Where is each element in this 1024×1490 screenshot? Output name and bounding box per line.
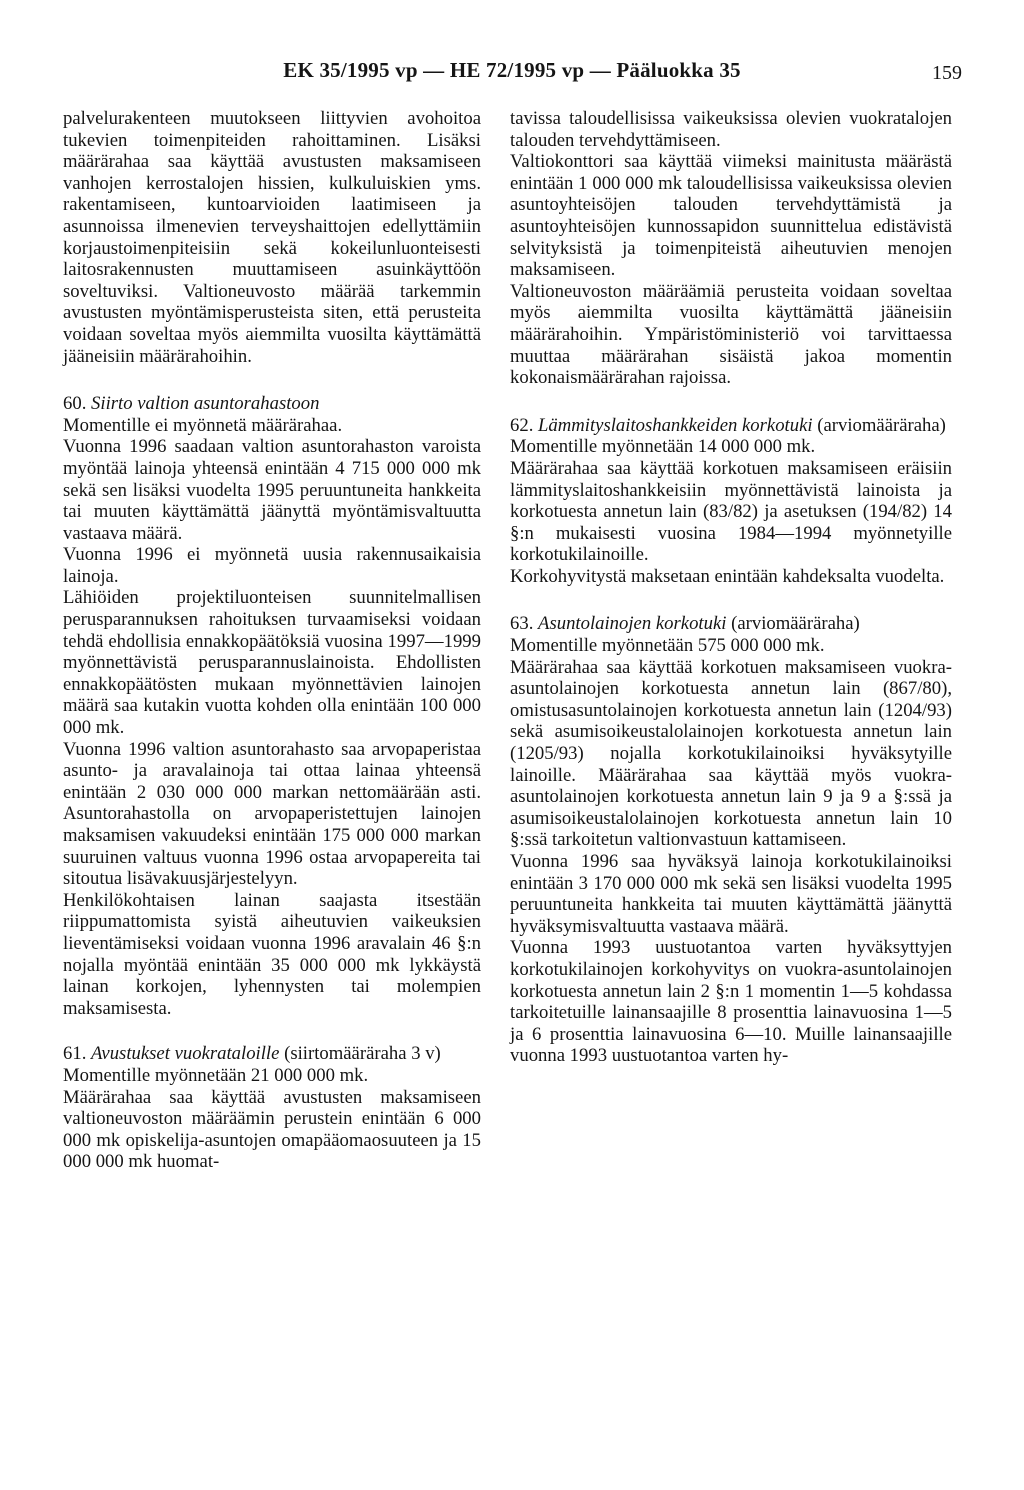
paragraph: palvelurakenteen muutokseen liittyvien avohoitoa tukevien toimenpiteiden rahoittaminen. Lisäksi määrärahaa saa käyttää avustusten maksamiseen vanhojen kerrostalojen hissien, kulkuluiskien yms. rakentamiseen, kuntoarvioiden laatimiseen ja asunnoissa ilmenevien terveyshaittojen edellyttämiin korjaustoimenpiteisiin sekä kokeilunluonteisesti laitosrakennusten muuttamiseen asuinkäyttöön soveltuviksi. Valtioneuvosto määrää tarkemmin avustusten myöntämisperusteista siten, että perusteita voidaan soveltaa myös aiemmilta vuosilta käyttämättä jääneisiin määrärahoihin.	[63, 108, 481, 367]
page-number: 159	[932, 62, 962, 84]
paragraph: Määrärahaa saa käyttää korkotuen maksamiseen vuokra-asuntolainojen korkotuesta annetun lain (867/80), omistusasuntolainojen korkotuesta annetun lain (1204/93) sekä asumisoikeustalolainojen korkotuesta annetun lain (1205/93) nojalla korkotukilainoiksi hyväksytyille lainoille. Määrärahaa saa käyttää myös vuokra-asuntolainojen korkotuesta annetun lain 9 ja 9 a §:ssä ja asumisoikeustalolainojen korkotuesta annetun lain 10 §:ssä tarkoitetun valtionvastuun kattamiseen.	[510, 656, 952, 851]
section-title: Avustukset vuokrataloille	[91, 1043, 280, 1065]
paragraph: Momentille myönnetään 21 000 000 mk.	[63, 1064, 369, 1086]
paragraph: Valtioneuvoston määräämiä perusteita voidaan soveltaa myös aiemmilta vuosilta käyttämättä jääneisiin määrärahoihin. Ympäristöministeriö voi tarvittaessa muuttaa määrärahan sisäistä jakoa momentin kokonaismäärärahan rajoissa.	[510, 280, 952, 389]
paragraph: Määrärahaa saa käyttää korkotuen maksamiseen eräisiin lämmityslaitoshankkeisiin myönnettävistä lainoista ja korkotuesta annetun lain (83/82) ja asetuksen (194/82) 14 §:n mukaisesti vuosina 1984—1994 myönnetyille korkotukilainoille.	[510, 457, 952, 566]
paragraph: Vuonna 1993 uustuotantoa varten hyväksyttyjen korkotukilainojen korkohyvitys on vuokra-asuntolainojen korkotuesta annetun lain 2 §:n 1 momentin 1—5 kohdassa tarkoitetuille lainansaajille 8 prosenttia lainavuosina 1—5 ja 6 prosenttia lainavuosina 6—10. Muille lainansaajille vuonna 1993 uustuotantoa varten hy-	[510, 937, 952, 1067]
paragraph: Momentille myönnetään 575 000 000 mk.	[510, 635, 825, 657]
paragraph: Vuonna 1996 ei myönnetä uusia rakennusaikaisia lainoja.	[63, 544, 481, 587]
section-title: Siirto valtion asuntorahastoon	[91, 393, 320, 415]
page-header	[0, 58, 1024, 90]
left-column	[63, 108, 481, 1173]
section-suffix: (arviomääräraha)	[817, 414, 946, 436]
section-60-heading	[63, 393, 481, 415]
section-61-heading	[63, 1043, 481, 1065]
section-number: 63.	[510, 613, 534, 635]
section-number: 61.	[63, 1043, 87, 1065]
section-63-heading	[510, 613, 952, 635]
section-title: Lämmityslaitoshankkeiden korkotuki	[538, 414, 813, 436]
section-title: Asuntolainojen korkotuki	[538, 613, 727, 635]
section-suffix: (siirtomääräraha 3 v)	[284, 1043, 441, 1065]
paragraph: Valtiokonttori saa käyttää viimeksi mainitusta määrästä enintään 1 000 000 mk taloudellisissa vaikeuksissa olevien asuntoyhteisöjen talouden tervehdyttämistä ja asuntoyhteisöjen kunnossapidon suunnittelua edistävistä selvityksistä ja toimenpiteistä aiheutuvien menojen maksamiseen.	[510, 151, 952, 281]
section-62-heading	[510, 415, 952, 437]
paragraph: Korkohyvitystä maksetaan enintään kahdeksalta vuodelta.	[510, 565, 945, 587]
header-title: EK 35/1995 vp — HE 72/1995 vp — Pääluokka 35	[283, 58, 741, 82]
paragraph: Vuonna 1996 valtion asuntorahasto saa arvopaperistaa asunto- ja aravalainoja tai ottaa lainaa yhteensä enintään 2 030 000 000 markan nettomäärään asti. Asuntorahastolla on arvopaperistettujen lainojen maksamisen vakuudeksi enintään 175 000 000 markan suuruinen valtuus vuonna 1996 ostaa arvopapereita tai sitoutua lisävakuusjärjestelyyn.	[63, 738, 481, 890]
paragraph: Vuonna 1996 saadaan valtion asuntorahaston varoista myöntää lainoja yhteensä enintään 4 715 000 000 mk sekä sen lisäksi vuodelta 1995 peruuntuneita hankkeita tai muuten käyttämättä jäänyttä myöntämisvaltuutta vastaava määrä.	[63, 436, 481, 544]
paragraph: tavissa taloudellisissa vaikeuksissa olevien vuokratalojen talouden tervehdyttämiseen.	[510, 108, 952, 151]
paragraph: Henkilökohtaisen lainan saajasta itsestään riippumattomista syistä aiheutuvien vaikeuksien lieventämiseksi voidaan vuonna 1996 aravalain 46 §:n nojalla myöntää enintään 35 000 000 mk lykkäystä lainan korkojen, lyhennysten tai molempien maksamisesta.	[63, 889, 481, 1019]
section-number: 60.	[63, 393, 87, 415]
paragraph: Vuonna 1996 saa hyväksyä lainoja korkotukilainoiksi enintään 3 170 000 000 mk sekä sen lisäksi vuodelta 1995 peruuntuneita hankkeita tai muuten käyttämättä jäänyttä hyväksymisvaltuutta vastaava määrä.	[510, 851, 952, 937]
paragraph: Määrärahaa saa käyttää avustusten maksamiseen valtioneuvoston määräämin perustein enintään 6 000 000 mk opiskelija-asuntojen omapääomaosuuteen ja 15 000 000 mk huomat-	[63, 1086, 481, 1173]
right-column	[510, 108, 952, 1067]
paragraph: Momentille ei myönnetä määrärahaa.	[63, 414, 343, 436]
section-suffix: (arviomääräraha)	[731, 613, 860, 635]
paragraph: Momentille myönnetään 14 000 000 mk.	[510, 436, 816, 458]
paragraph: Lähiöiden projektiluonteisen suunnitelmallisen perusparannuksen rahoituksen turvaamiseksi voidaan tehdä ehdollisia ennakkopäätöksiä vuosina 1997—1999 myönnettävistä perusparannuslainoista. Ehdollisten ennakkopäätösten mukaan myönnettävien lainojen määrä saa kutakin vuotta kohden olla enintään 100 000 000 mk.	[63, 587, 481, 739]
section-number: 62.	[510, 414, 534, 436]
